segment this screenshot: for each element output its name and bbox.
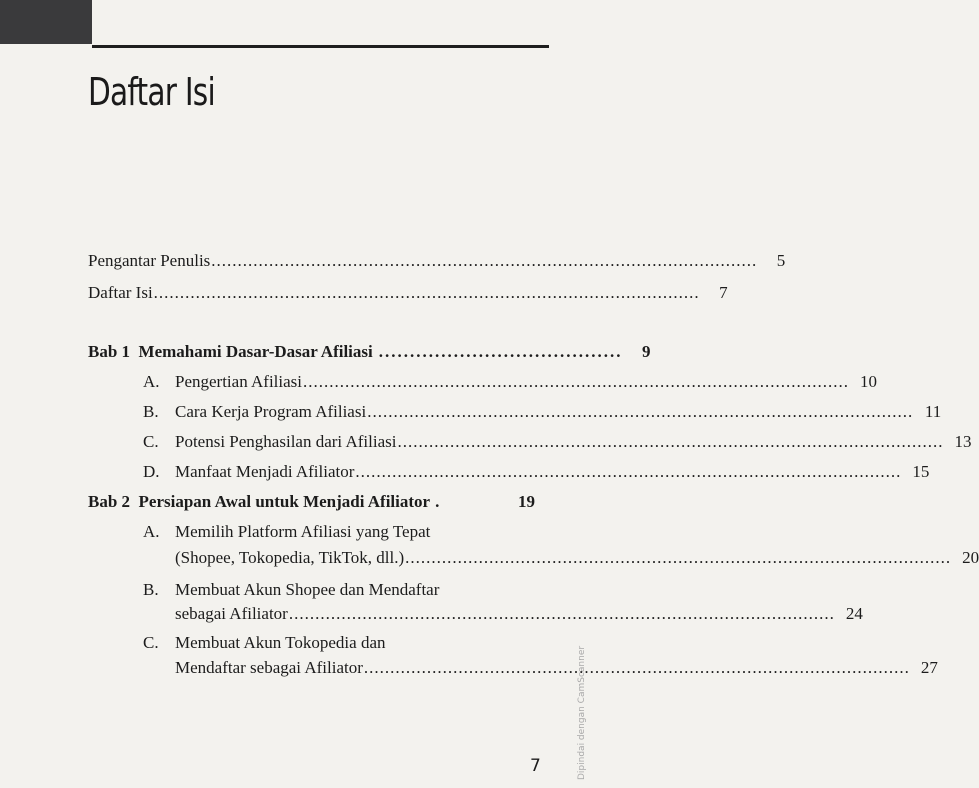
section-label-line2: Mendaftar sebagai Afiliator — [175, 658, 363, 677]
toc-entry-daftar-isi — [88, 282, 728, 304]
section-letter: A. — [143, 522, 160, 541]
leader-dots: ....................................... — [378, 342, 623, 361]
section-label: Manfaat Menjadi Afiliator — [175, 462, 355, 481]
page-title: Daftar Isi — [88, 70, 215, 114]
leader-dots: ........................................................................................................ — [363, 658, 910, 677]
section-page: 20 — [962, 548, 979, 567]
toc-section-2b-line2 — [175, 603, 863, 625]
toc-section-2c — [143, 632, 535, 654]
leader-dots: ........................................................................................................ — [211, 251, 758, 270]
section-page: 10 — [860, 372, 878, 391]
toc-entry-page: 5 — [776, 251, 786, 270]
toc-entry-label: Daftar Isi — [88, 283, 153, 302]
section-letter: B. — [143, 402, 159, 421]
section-label: Cara Kerja Program Afiliasi — [175, 402, 367, 421]
section-page: 15 — [912, 462, 930, 481]
toc-entry-pengantar — [88, 250, 786, 272]
section-label: Pengertian Afiliasi — [175, 372, 303, 391]
top-rule — [92, 45, 549, 48]
section-letter: C. — [143, 633, 159, 652]
toc-section-2b — [143, 579, 535, 601]
leader-dots: . — [435, 492, 442, 511]
section-letter: C. — [143, 432, 159, 451]
section-label-line1: Membuat Akun Shopee dan Mendaftar — [175, 580, 440, 599]
toc-section-1d — [143, 461, 930, 483]
toc-section-1a — [143, 371, 878, 393]
toc-section-2a — [143, 521, 535, 543]
section-letter: A. — [143, 372, 160, 391]
toc-section-2c-line2 — [175, 657, 938, 679]
section-page: 27 — [920, 658, 938, 677]
leader-dots: ........................................................................................................ — [397, 432, 944, 451]
chapter-page: 9 — [642, 342, 651, 361]
corner-block — [0, 0, 92, 44]
section-label-line1: Memilih Platform Afiliasi yang Tepat — [175, 522, 431, 541]
chapter-page: 19 — [518, 492, 535, 511]
section-label-line1: Membuat Akun Tokopedia dan — [175, 633, 386, 652]
section-label-line2: (Shopee, Tokopedia, TikTok, dll.) — [175, 548, 405, 567]
section-page: 13 — [954, 432, 972, 451]
chapter-label: Bab 1 Memahami Dasar-Dasar Afiliasi — [88, 342, 373, 361]
leader-dots: ........................................................................................................ — [405, 548, 952, 567]
toc-entry-page: 7 — [719, 283, 728, 302]
toc-section-1b — [143, 401, 942, 423]
chapter-label: Bab 2 Persiapan Awal untuk Menjadi Afiliator — [88, 492, 431, 511]
toc-entry-label: Pengantar Penulis — [88, 251, 211, 270]
toc-section-2a-line2 — [175, 547, 979, 569]
page-number: 7 — [530, 756, 541, 776]
leader-dots: ........................................................................................................ — [288, 604, 835, 623]
section-label: Potensi Penghasilan dari Afiliasi — [175, 432, 397, 451]
section-label-line2: sebagai Afiliator — [175, 604, 288, 623]
section-letter: D. — [143, 462, 160, 481]
section-page: 24 — [845, 604, 863, 623]
toc-section-1c — [143, 431, 972, 453]
leader-dots: ........................................................................................................ — [303, 372, 850, 391]
section-page: 11 — [924, 402, 942, 421]
leader-dots: ........................................................................................................ — [153, 283, 700, 302]
toc-chapter-1 — [88, 341, 651, 363]
section-letter: B. — [143, 580, 159, 599]
toc-chapter-2 — [88, 491, 535, 513]
leader-dots: ........................................................................................................ — [355, 462, 902, 481]
scanner-watermark: Dipindai dengan CamScanner — [577, 645, 587, 780]
leader-dots: ........................................................................................................ — [367, 402, 914, 421]
